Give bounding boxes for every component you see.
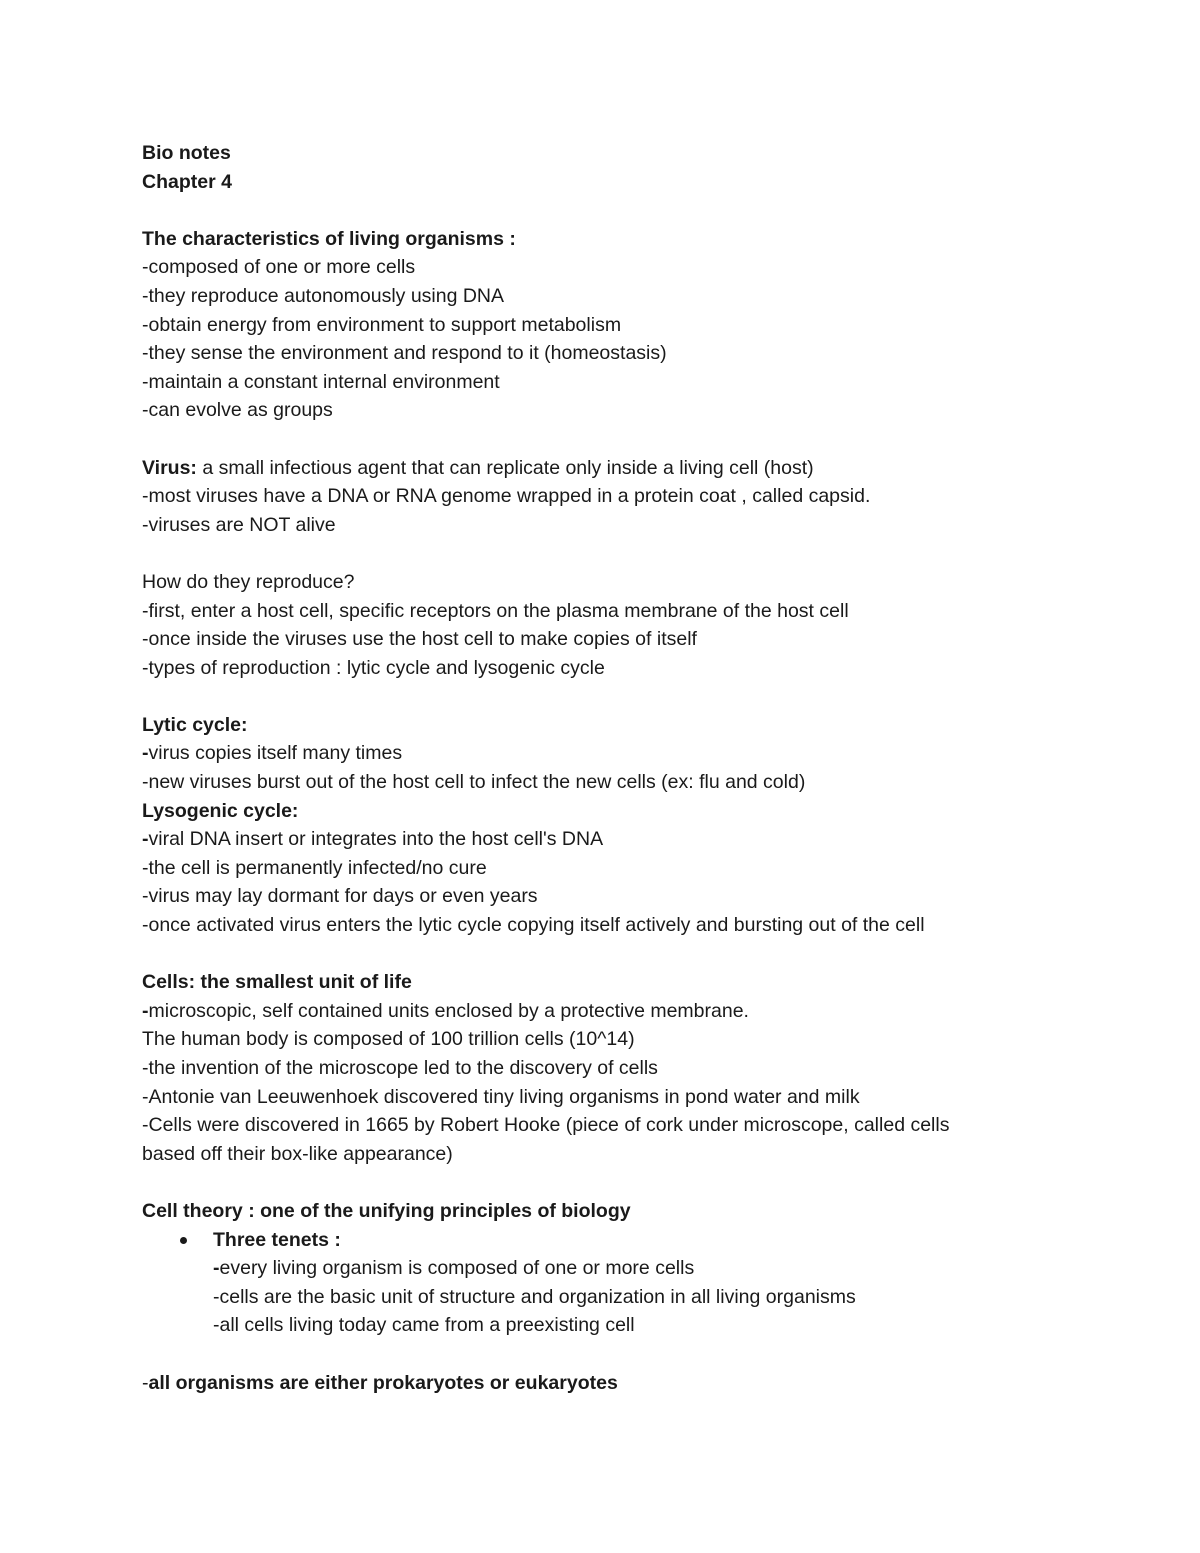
- lytic-first-text: virus copies itself many times: [148, 742, 403, 765]
- cells-dash: -: [142, 999, 149, 1022]
- lysogenic-item: -once activated virus enters the lytic cycle copying itself actively and bursting out of the cell: [142, 914, 925, 937]
- tenets-bullet: [142, 1226, 1102, 1255]
- reproduction-item: -once inside the viruses use the host cell to make copies of itself: [142, 628, 697, 651]
- characteristics-item: -maintain a constant internal environment: [142, 370, 500, 393]
- cells-item: [142, 997, 1102, 1026]
- lytic-dash: -: [142, 742, 149, 765]
- characteristics-heading: The characteristics of living organisms :: [142, 227, 516, 250]
- document-page: [142, 139, 1102, 1397]
- cells-item: -Antonie van Leeuwenhoek discovered tiny living organisms in pond water and milk: [142, 1085, 860, 1108]
- tenet-item: [142, 1254, 1102, 1283]
- closing-line: [142, 1369, 1102, 1398]
- spacer: [142, 1340, 1102, 1369]
- spacer: [142, 539, 1102, 568]
- bullet-icon: [180, 1237, 187, 1244]
- lysogenic-dash: -: [142, 828, 149, 851]
- cells-item: -the invention of the microscope led to the discovery of cells: [142, 1057, 658, 1079]
- spacer: [142, 940, 1102, 969]
- characteristics-item: -can evolve as groups: [142, 399, 333, 422]
- tenet-item: -all cells living today came from a preexisting cell: [213, 1314, 635, 1337]
- cells-item: The human body is composed of 100 trillion cells (10^14): [142, 1028, 635, 1051]
- characteristics-item: -composed of one or more cells: [142, 256, 416, 279]
- cells-hooke-line: -Cells were discovered in 1665 by Robert Hooke (piece of cork under microscope, called cells: [142, 1114, 950, 1137]
- cells-heading: Cells: the smallest unit of life: [142, 971, 412, 994]
- cell-theory-heading: Cell theory : one of the unifying principles of biology: [142, 1199, 631, 1222]
- tenets-label: Three tenets :: [213, 1228, 341, 1251]
- characteristics-item: -they reproduce autonomously using DNA: [142, 284, 505, 307]
- spacer: [142, 1168, 1102, 1197]
- virus-item: -viruses are NOT alive: [142, 513, 336, 536]
- document-title: Bio notes: [142, 142, 231, 164]
- tenet-first-text: every living organism is composed of one or more cells: [219, 1257, 695, 1280]
- virus-definition: a small infectious agent that can replicate only inside a living cell (host): [196, 456, 814, 479]
- characteristics-item: -they sense the environment and respond to it (homeostasis): [142, 342, 667, 365]
- reproduction-question: How do they reproduce?: [142, 570, 355, 593]
- cells-hooke-line: based off their box-like appearance): [142, 1142, 453, 1165]
- characteristics-item: -obtain energy from environment to support metabolism: [142, 313, 622, 336]
- lysogenic-item: [142, 825, 1102, 854]
- tenet-item: -cells are the basic unit of structure and organization in all living organisms: [213, 1285, 856, 1308]
- closing-dash: -: [142, 1371, 149, 1394]
- spacer: [142, 682, 1102, 711]
- lytic-item: [142, 739, 1102, 768]
- chapter-label: Chapter 4: [142, 170, 232, 193]
- closing-text: all organisms are either prokaryotes or eukaryotes: [148, 1371, 618, 1394]
- lysogenic-item: -virus may lay dormant for days or even years: [142, 885, 538, 908]
- lytic-item: -new viruses burst out of the host cell to infect the new cells (ex: flu and cold): [142, 771, 806, 794]
- virus-term: Virus:: [142, 456, 197, 479]
- reproduction-item: -first, enter a host cell, specific receptors on the plasma membrane of the host cell: [142, 599, 849, 622]
- tenet-dash: -: [213, 1257, 220, 1280]
- lysogenic-first-text: viral DNA insert or integrates into the host cell's DNA: [148, 828, 604, 851]
- lytic-heading: Lytic cycle:: [142, 713, 248, 736]
- lysogenic-item: -the cell is permanently infected/no cure: [142, 856, 487, 879]
- reproduction-item: -types of reproduction : lytic cycle and lysogenic cycle: [142, 656, 605, 679]
- lysogenic-heading: Lysogenic cycle:: [142, 799, 299, 822]
- virus-definition-line: [142, 454, 1102, 483]
- cells-first-text: microscopic, self contained units enclosed by a protective membrane.: [148, 999, 749, 1022]
- spacer: [142, 425, 1102, 454]
- spacer: [142, 196, 1102, 225]
- virus-item: -most viruses have a DNA or RNA genome wrapped in a protein coat , called capsid.: [142, 485, 871, 508]
